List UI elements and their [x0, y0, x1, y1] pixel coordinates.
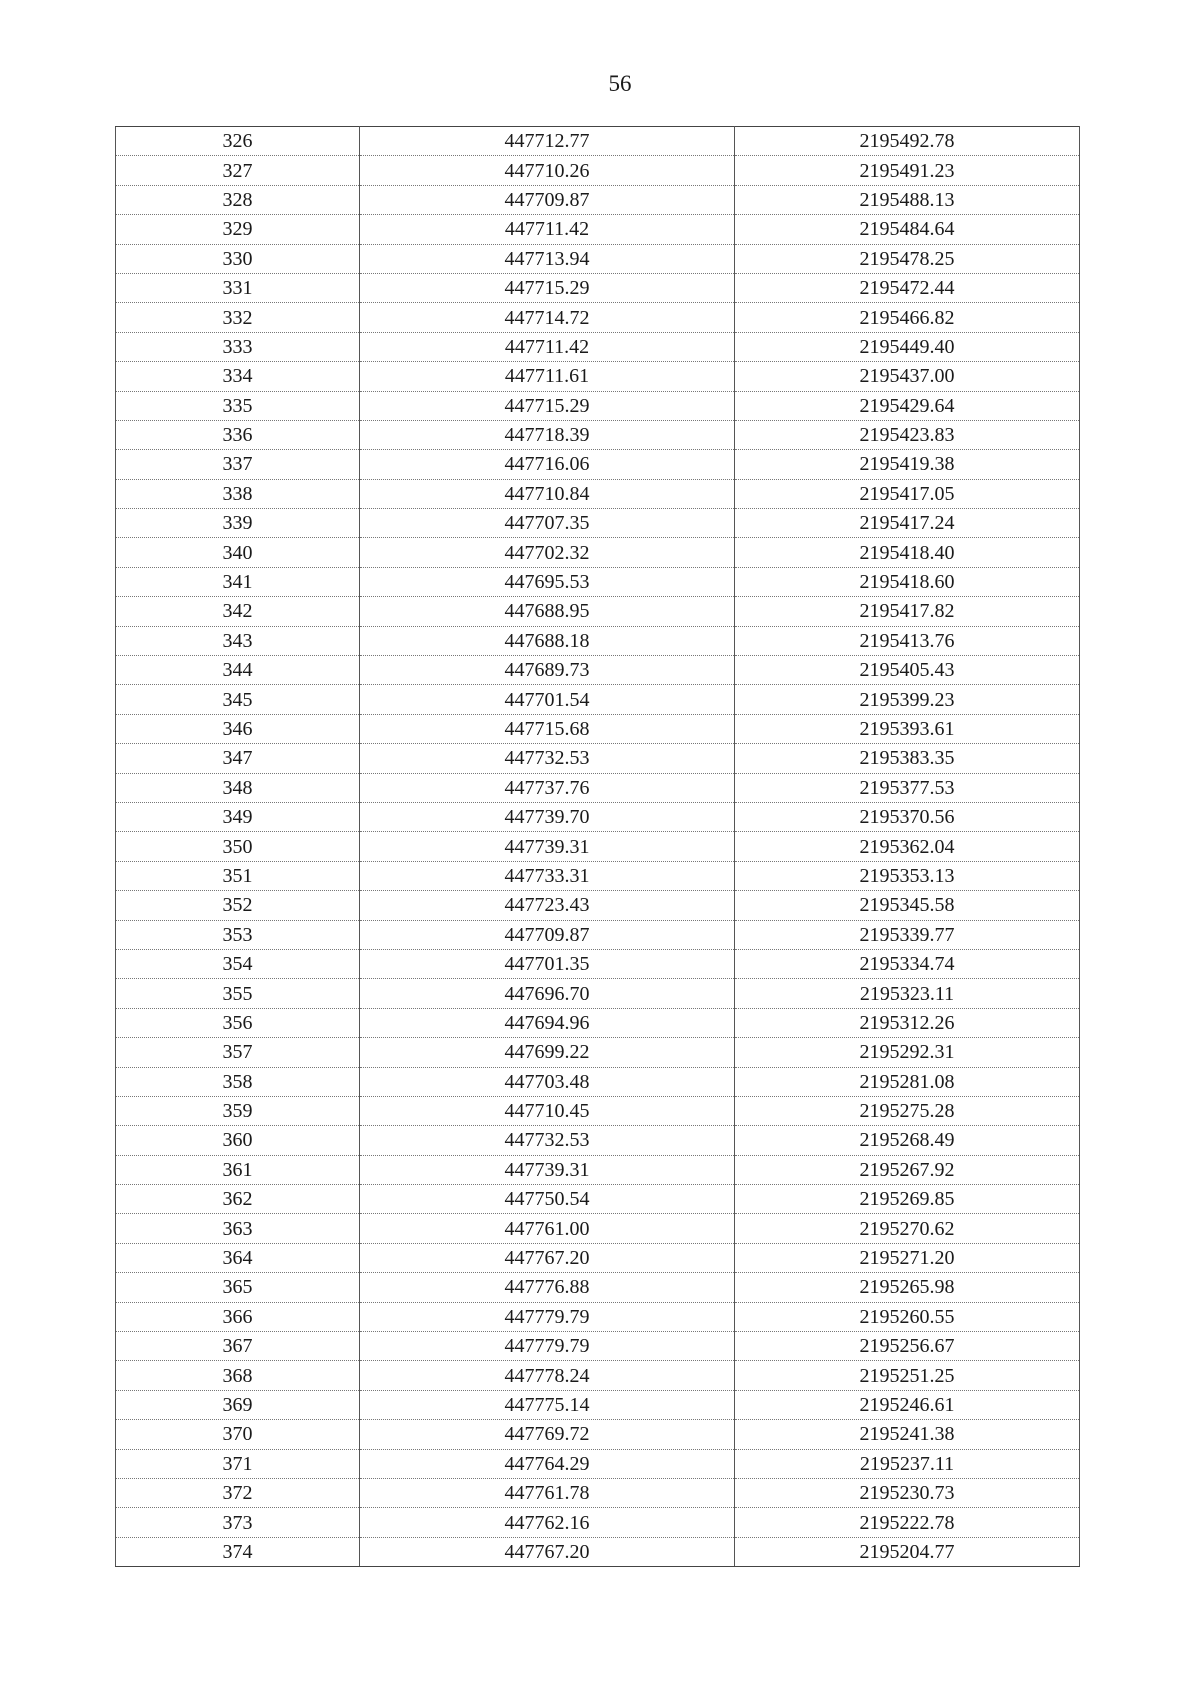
table-row	[116, 832, 1080, 861]
y-coordinate-cell: 2195472.44	[735, 273, 1080, 302]
table-row	[116, 1361, 1080, 1390]
y-coordinate-cell: 2195281.08	[735, 1067, 1080, 1096]
table-row	[116, 1038, 1080, 1067]
table-row	[116, 920, 1080, 949]
y-coordinate-cell: 2195492.78	[735, 127, 1080, 156]
x-coordinate-cell: 447732.53	[360, 744, 735, 773]
point-number-cell: 363	[116, 1214, 360, 1243]
coordinates-table-body	[116, 127, 1080, 1567]
table-row	[116, 1008, 1080, 1037]
point-number-cell: 336	[116, 420, 360, 449]
x-coordinate-cell: 447711.61	[360, 362, 735, 391]
table-row	[116, 744, 1080, 773]
x-coordinate-cell: 447739.70	[360, 802, 735, 831]
x-coordinate-cell: 447710.84	[360, 479, 735, 508]
y-coordinate-cell: 2195204.77	[735, 1537, 1080, 1566]
point-number-cell: 329	[116, 215, 360, 244]
y-coordinate-cell: 2195417.05	[735, 479, 1080, 508]
x-coordinate-cell: 447711.42	[360, 215, 735, 244]
table-row	[116, 714, 1080, 743]
point-number-cell: 343	[116, 626, 360, 655]
point-number-cell: 348	[116, 773, 360, 802]
table-row	[116, 479, 1080, 508]
table-row	[116, 979, 1080, 1008]
x-coordinate-cell: 447701.35	[360, 949, 735, 978]
table-row	[116, 626, 1080, 655]
y-coordinate-cell: 2195270.62	[735, 1214, 1080, 1243]
x-coordinate-cell: 447699.22	[360, 1038, 735, 1067]
table-row	[116, 450, 1080, 479]
point-number-cell: 368	[116, 1361, 360, 1390]
table-row	[116, 273, 1080, 302]
table-row	[116, 1420, 1080, 1449]
y-coordinate-cell: 2195230.73	[735, 1478, 1080, 1507]
table-row	[116, 1185, 1080, 1214]
y-coordinate-cell: 2195256.67	[735, 1332, 1080, 1361]
table-row	[116, 185, 1080, 214]
point-number-cell: 362	[116, 1185, 360, 1214]
table-row	[116, 891, 1080, 920]
y-coordinate-cell: 2195399.23	[735, 685, 1080, 714]
y-coordinate-cell: 2195478.25	[735, 244, 1080, 273]
table-row	[116, 1390, 1080, 1419]
point-number-cell: 373	[116, 1508, 360, 1537]
point-number-cell: 344	[116, 656, 360, 685]
y-coordinate-cell: 2195417.24	[735, 509, 1080, 538]
y-coordinate-cell: 2195429.64	[735, 391, 1080, 420]
table-row	[116, 391, 1080, 420]
point-number-cell: 359	[116, 1096, 360, 1125]
point-number-cell: 358	[116, 1067, 360, 1096]
y-coordinate-cell: 2195466.82	[735, 303, 1080, 332]
point-number-cell: 371	[116, 1449, 360, 1478]
x-coordinate-cell: 447711.42	[360, 332, 735, 361]
point-number-cell: 360	[116, 1126, 360, 1155]
table-row	[116, 215, 1080, 244]
table-row	[116, 1155, 1080, 1184]
y-coordinate-cell: 2195323.11	[735, 979, 1080, 1008]
table-row	[116, 332, 1080, 361]
table-row	[116, 597, 1080, 626]
x-coordinate-cell: 447762.16	[360, 1508, 735, 1537]
table-row	[116, 303, 1080, 332]
table-row	[116, 1449, 1080, 1478]
point-number-cell: 342	[116, 597, 360, 626]
x-coordinate-cell: 447723.43	[360, 891, 735, 920]
table-row	[116, 685, 1080, 714]
page-number: 56	[608, 71, 632, 96]
x-coordinate-cell: 447714.72	[360, 303, 735, 332]
table-row	[116, 1126, 1080, 1155]
y-coordinate-cell: 2195265.98	[735, 1273, 1080, 1302]
x-coordinate-cell: 447694.96	[360, 1008, 735, 1037]
table-row	[116, 538, 1080, 567]
y-coordinate-cell: 2195246.61	[735, 1390, 1080, 1419]
x-coordinate-cell: 447761.78	[360, 1478, 735, 1507]
x-coordinate-cell: 447695.53	[360, 567, 735, 596]
table-row	[116, 509, 1080, 538]
y-coordinate-cell: 2195491.23	[735, 156, 1080, 185]
table-row	[116, 420, 1080, 449]
x-coordinate-cell: 447702.32	[360, 538, 735, 567]
y-coordinate-cell: 2195271.20	[735, 1243, 1080, 1272]
point-number-cell: 345	[116, 685, 360, 714]
table-row	[116, 1478, 1080, 1507]
table-row	[116, 1537, 1080, 1566]
table-row	[116, 1273, 1080, 1302]
point-number-cell: 327	[116, 156, 360, 185]
x-coordinate-cell: 447764.29	[360, 1449, 735, 1478]
y-coordinate-cell: 2195393.61	[735, 714, 1080, 743]
point-number-cell: 366	[116, 1302, 360, 1331]
y-coordinate-cell: 2195251.25	[735, 1361, 1080, 1390]
x-coordinate-cell: 447716.06	[360, 450, 735, 479]
table-row	[116, 1243, 1080, 1272]
point-number-cell: 338	[116, 479, 360, 508]
x-coordinate-cell: 447779.79	[360, 1302, 735, 1331]
y-coordinate-cell: 2195418.60	[735, 567, 1080, 596]
point-number-cell: 341	[116, 567, 360, 596]
table-row	[116, 861, 1080, 890]
y-coordinate-cell: 2195267.92	[735, 1155, 1080, 1184]
y-coordinate-cell: 2195362.04	[735, 832, 1080, 861]
table-row	[116, 156, 1080, 185]
x-coordinate-cell: 447701.54	[360, 685, 735, 714]
table-row	[116, 1332, 1080, 1361]
y-coordinate-cell: 2195292.31	[735, 1038, 1080, 1067]
point-number-cell: 340	[116, 538, 360, 567]
y-coordinate-cell: 2195237.11	[735, 1449, 1080, 1478]
y-coordinate-cell: 2195383.35	[735, 744, 1080, 773]
point-number-cell: 353	[116, 920, 360, 949]
y-coordinate-cell: 2195222.78	[735, 1508, 1080, 1537]
x-coordinate-cell: 447689.73	[360, 656, 735, 685]
x-coordinate-cell: 447688.95	[360, 597, 735, 626]
x-coordinate-cell: 447732.53	[360, 1126, 735, 1155]
x-coordinate-cell: 447775.14	[360, 1390, 735, 1419]
x-coordinate-cell: 447707.35	[360, 509, 735, 538]
point-number-cell: 339	[116, 509, 360, 538]
x-coordinate-cell: 447709.87	[360, 920, 735, 949]
x-coordinate-cell: 447696.70	[360, 979, 735, 1008]
y-coordinate-cell: 2195377.53	[735, 773, 1080, 802]
x-coordinate-cell: 447710.26	[360, 156, 735, 185]
x-coordinate-cell: 447713.94	[360, 244, 735, 273]
point-number-cell: 369	[116, 1390, 360, 1419]
x-coordinate-cell: 447767.20	[360, 1243, 735, 1272]
table-row	[116, 656, 1080, 685]
y-coordinate-cell: 2195418.40	[735, 538, 1080, 567]
y-coordinate-cell: 2195413.76	[735, 626, 1080, 655]
point-number-cell: 331	[116, 273, 360, 302]
x-coordinate-cell: 447710.45	[360, 1096, 735, 1125]
point-number-cell: 374	[116, 1537, 360, 1566]
y-coordinate-cell: 2195339.77	[735, 920, 1080, 949]
y-coordinate-cell: 2195405.43	[735, 656, 1080, 685]
y-coordinate-cell: 2195417.82	[735, 597, 1080, 626]
table-row	[116, 1096, 1080, 1125]
point-number-cell: 364	[116, 1243, 360, 1272]
y-coordinate-cell: 2195353.13	[735, 861, 1080, 890]
x-coordinate-cell: 447715.68	[360, 714, 735, 743]
x-coordinate-cell: 447733.31	[360, 861, 735, 890]
point-number-cell: 346	[116, 714, 360, 743]
x-coordinate-cell: 447715.29	[360, 273, 735, 302]
y-coordinate-cell: 2195419.38	[735, 450, 1080, 479]
y-coordinate-cell: 2195275.28	[735, 1096, 1080, 1125]
x-coordinate-cell: 447769.72	[360, 1420, 735, 1449]
point-number-cell: 356	[116, 1008, 360, 1037]
point-number-cell: 354	[116, 949, 360, 978]
y-coordinate-cell: 2195437.00	[735, 362, 1080, 391]
point-number-cell: 350	[116, 832, 360, 861]
y-coordinate-cell: 2195260.55	[735, 1302, 1080, 1331]
point-number-cell: 330	[116, 244, 360, 273]
point-number-cell: 361	[116, 1155, 360, 1184]
table-row	[116, 802, 1080, 831]
table-row	[116, 773, 1080, 802]
point-number-cell: 355	[116, 979, 360, 1008]
y-coordinate-cell: 2195345.58	[735, 891, 1080, 920]
y-coordinate-cell: 2195334.74	[735, 949, 1080, 978]
x-coordinate-cell: 447779.79	[360, 1332, 735, 1361]
point-number-cell: 365	[116, 1273, 360, 1302]
x-coordinate-cell: 447778.24	[360, 1361, 735, 1390]
point-number-cell: 347	[116, 744, 360, 773]
y-coordinate-cell: 2195370.56	[735, 802, 1080, 831]
point-number-cell: 357	[116, 1038, 360, 1067]
table-row	[116, 127, 1080, 156]
x-coordinate-cell: 447712.77	[360, 127, 735, 156]
point-number-cell: 333	[116, 332, 360, 361]
x-coordinate-cell: 447737.76	[360, 773, 735, 802]
table-row	[116, 362, 1080, 391]
y-coordinate-cell: 2195484.64	[735, 215, 1080, 244]
point-number-cell: 370	[116, 1420, 360, 1449]
x-coordinate-cell: 447688.18	[360, 626, 735, 655]
y-coordinate-cell: 2195269.85	[735, 1185, 1080, 1214]
y-coordinate-cell: 2195312.26	[735, 1008, 1080, 1037]
x-coordinate-cell: 447739.31	[360, 832, 735, 861]
x-coordinate-cell: 447767.20	[360, 1537, 735, 1566]
point-number-cell: 326	[116, 127, 360, 156]
x-coordinate-cell: 447739.31	[360, 1155, 735, 1184]
y-coordinate-cell: 2195241.38	[735, 1420, 1080, 1449]
point-number-cell: 334	[116, 362, 360, 391]
table-row	[116, 1067, 1080, 1096]
x-coordinate-cell: 447718.39	[360, 420, 735, 449]
table-row	[116, 1214, 1080, 1243]
point-number-cell: 367	[116, 1332, 360, 1361]
table-row	[116, 949, 1080, 978]
y-coordinate-cell: 2195423.83	[735, 420, 1080, 449]
point-number-cell: 349	[116, 802, 360, 831]
point-number-cell: 335	[116, 391, 360, 420]
point-number-cell: 332	[116, 303, 360, 332]
y-coordinate-cell: 2195449.40	[735, 332, 1080, 361]
x-coordinate-cell: 447703.48	[360, 1067, 735, 1096]
coordinates-table	[115, 126, 1080, 1567]
point-number-cell: 352	[116, 891, 360, 920]
point-number-cell: 372	[116, 1478, 360, 1507]
point-number-cell: 337	[116, 450, 360, 479]
x-coordinate-cell: 447709.87	[360, 185, 735, 214]
y-coordinate-cell: 2195488.13	[735, 185, 1080, 214]
point-number-cell: 328	[116, 185, 360, 214]
x-coordinate-cell: 447750.54	[360, 1185, 735, 1214]
x-coordinate-cell: 447776.88	[360, 1273, 735, 1302]
table-row	[116, 244, 1080, 273]
table-row	[116, 1302, 1080, 1331]
point-number-cell: 351	[116, 861, 360, 890]
x-coordinate-cell: 447761.00	[360, 1214, 735, 1243]
y-coordinate-cell: 2195268.49	[735, 1126, 1080, 1155]
table-row	[116, 1508, 1080, 1537]
table-row	[116, 567, 1080, 596]
x-coordinate-cell: 447715.29	[360, 391, 735, 420]
